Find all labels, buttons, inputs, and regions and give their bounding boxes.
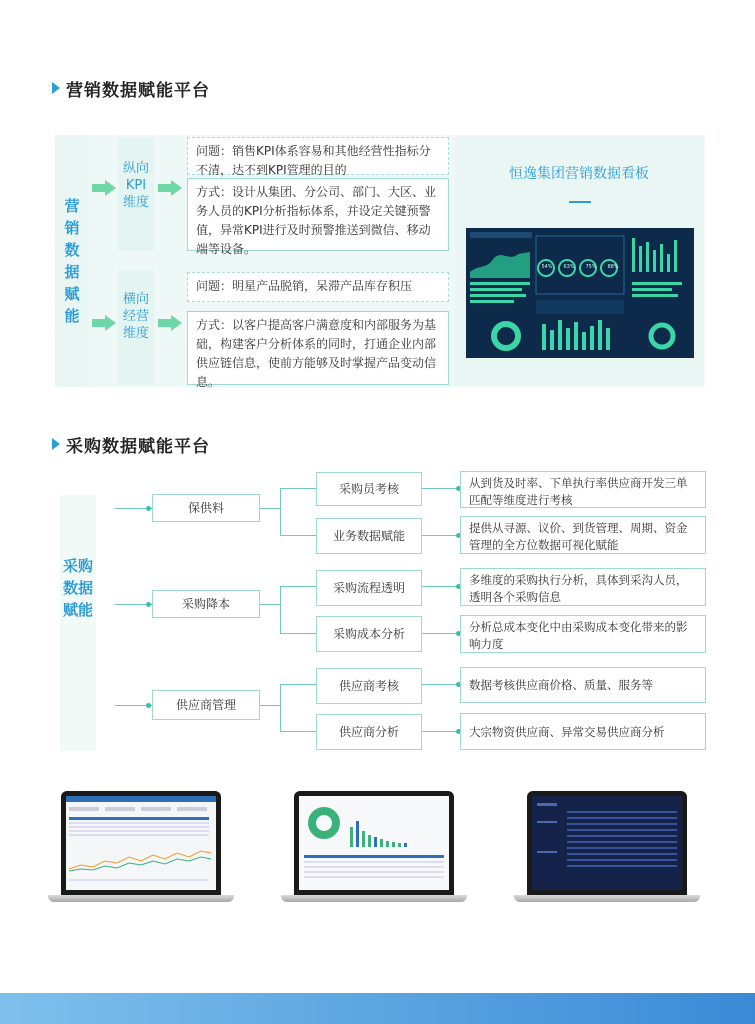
procurement-side-column bbox=[60, 495, 96, 751]
dashboard-title-underline bbox=[569, 201, 591, 203]
sub-node-data-empower: 业务数据赋能 bbox=[316, 518, 422, 554]
desc-buyer-assess: 从到货及时率、下单执行率供应商开发三单匹配等维度进行考核 bbox=[460, 471, 706, 508]
arrow-right-icon bbox=[92, 180, 116, 196]
dashboard-graphic bbox=[466, 228, 694, 358]
sub-node-buyer-assess: 采购员考核 bbox=[316, 472, 422, 506]
section-title-procurement: 采购数据赋能平台 bbox=[66, 437, 210, 457]
connector-line bbox=[280, 535, 316, 536]
dashboard-gauge-values bbox=[536, 264, 624, 270]
laptop-2-screen bbox=[294, 791, 454, 895]
connector-line bbox=[422, 535, 460, 536]
connector-line bbox=[422, 586, 460, 587]
footer-bar bbox=[0, 993, 755, 1024]
group-node-cost: 采购降本 bbox=[152, 590, 260, 618]
dimension-label-kpi: 纵向KPI维度 bbox=[122, 161, 149, 210]
connector-line bbox=[280, 684, 281, 731]
laptop-1-graphic bbox=[61, 791, 221, 895]
arrow-right-icon bbox=[158, 315, 182, 331]
dimension-label-business: 横向经营维度 bbox=[122, 292, 149, 341]
connector-dot bbox=[146, 506, 151, 511]
connector-line bbox=[422, 684, 460, 685]
dashboard-title: 恒逸集团营销数据看板 bbox=[509, 166, 649, 182]
laptop-3-graphic bbox=[527, 791, 687, 895]
gauge-value: 54% bbox=[541, 264, 553, 270]
problem-box-business: 问题：明星产品脱销，呆滞产品库存积压 bbox=[187, 272, 449, 302]
connector-line bbox=[280, 684, 316, 685]
connector-line bbox=[280, 633, 316, 634]
connector-line bbox=[280, 586, 281, 633]
desc-supplier-assess: 数据考核供应商价格、质量、服务等 bbox=[460, 667, 706, 703]
connector-line bbox=[422, 731, 460, 732]
section-marker-icon bbox=[52, 438, 60, 450]
desc-data-empower: 提供从寻源、议价、到货管理、周期、资金管理的全方位数据可视化赋能 bbox=[460, 516, 706, 554]
marketing-side-label: 营销数据赋能 bbox=[64, 197, 80, 325]
method-box-kpi: 方式：设计从集团、分公司、部门、大区、业务人员的KPI分析指标体系，并设定关键预警值，异常KPI进行及时预警推送到微信、移动端等设备。 bbox=[187, 178, 449, 251]
dashboard-screenshot bbox=[466, 228, 694, 358]
sub-node-cost-analysis: 采购成本分析 bbox=[316, 616, 422, 652]
group-node-supply: 保供料 bbox=[152, 494, 260, 522]
desc-supplier-analysis: 大宗物资供应商、异常交易供应商分析 bbox=[460, 713, 706, 750]
connector-dot bbox=[146, 602, 151, 607]
laptop-2-graphic bbox=[294, 791, 454, 895]
arrow-right-icon bbox=[158, 180, 182, 196]
laptop-3-base bbox=[514, 895, 700, 902]
gauge-value: 75% bbox=[585, 264, 597, 270]
connector-line bbox=[260, 508, 280, 509]
arrow-right-icon bbox=[92, 315, 116, 331]
laptop-1-base bbox=[48, 895, 234, 902]
desc-process-transparent: 多维度的采购执行分析，具体到采沟人员，透明各个采购信息 bbox=[460, 568, 706, 606]
desc-cost-analysis: 分析总成本变化中由采购成本变化带来的影响力度 bbox=[460, 615, 706, 653]
laptop-3-screen bbox=[527, 791, 687, 895]
gauge-value: 88% bbox=[607, 264, 619, 270]
laptop-2-base bbox=[281, 895, 467, 902]
connector-dot bbox=[146, 703, 151, 708]
connector-line bbox=[280, 731, 316, 732]
sub-node-supplier-assess: 供应商考核 bbox=[316, 668, 422, 704]
connector-line bbox=[280, 488, 316, 489]
gauge-value: 63% bbox=[563, 264, 575, 270]
sub-node-process-transparent: 采购流程透明 bbox=[316, 570, 422, 606]
group-node-supplier: 供应商管理 bbox=[152, 690, 260, 720]
connector-line bbox=[422, 633, 460, 634]
laptop-1-screen bbox=[61, 791, 221, 895]
method-box-business: 方式：以客户提高客户满意度和内部服务为基础，构建客户分析体系的同时，打通企业内部供应链信息，使前方能够及时掌握产品变动信息。 bbox=[187, 311, 449, 385]
section-marker-icon bbox=[52, 82, 60, 94]
connector-line bbox=[422, 488, 460, 489]
connector-line bbox=[260, 705, 280, 706]
connector-line bbox=[280, 488, 281, 535]
procurement-side-label: 采购数据赋能 bbox=[63, 557, 94, 619]
sub-node-supplier-analysis: 供应商分析 bbox=[316, 714, 422, 750]
connector-line bbox=[280, 586, 316, 587]
connector-line bbox=[260, 604, 280, 605]
section-title-marketing: 营销数据赋能平台 bbox=[66, 81, 210, 101]
problem-box-kpi: 问题：销售KPI体系容易和其他经营性指标分不清，达不到KPI管理的目的 bbox=[187, 137, 449, 175]
